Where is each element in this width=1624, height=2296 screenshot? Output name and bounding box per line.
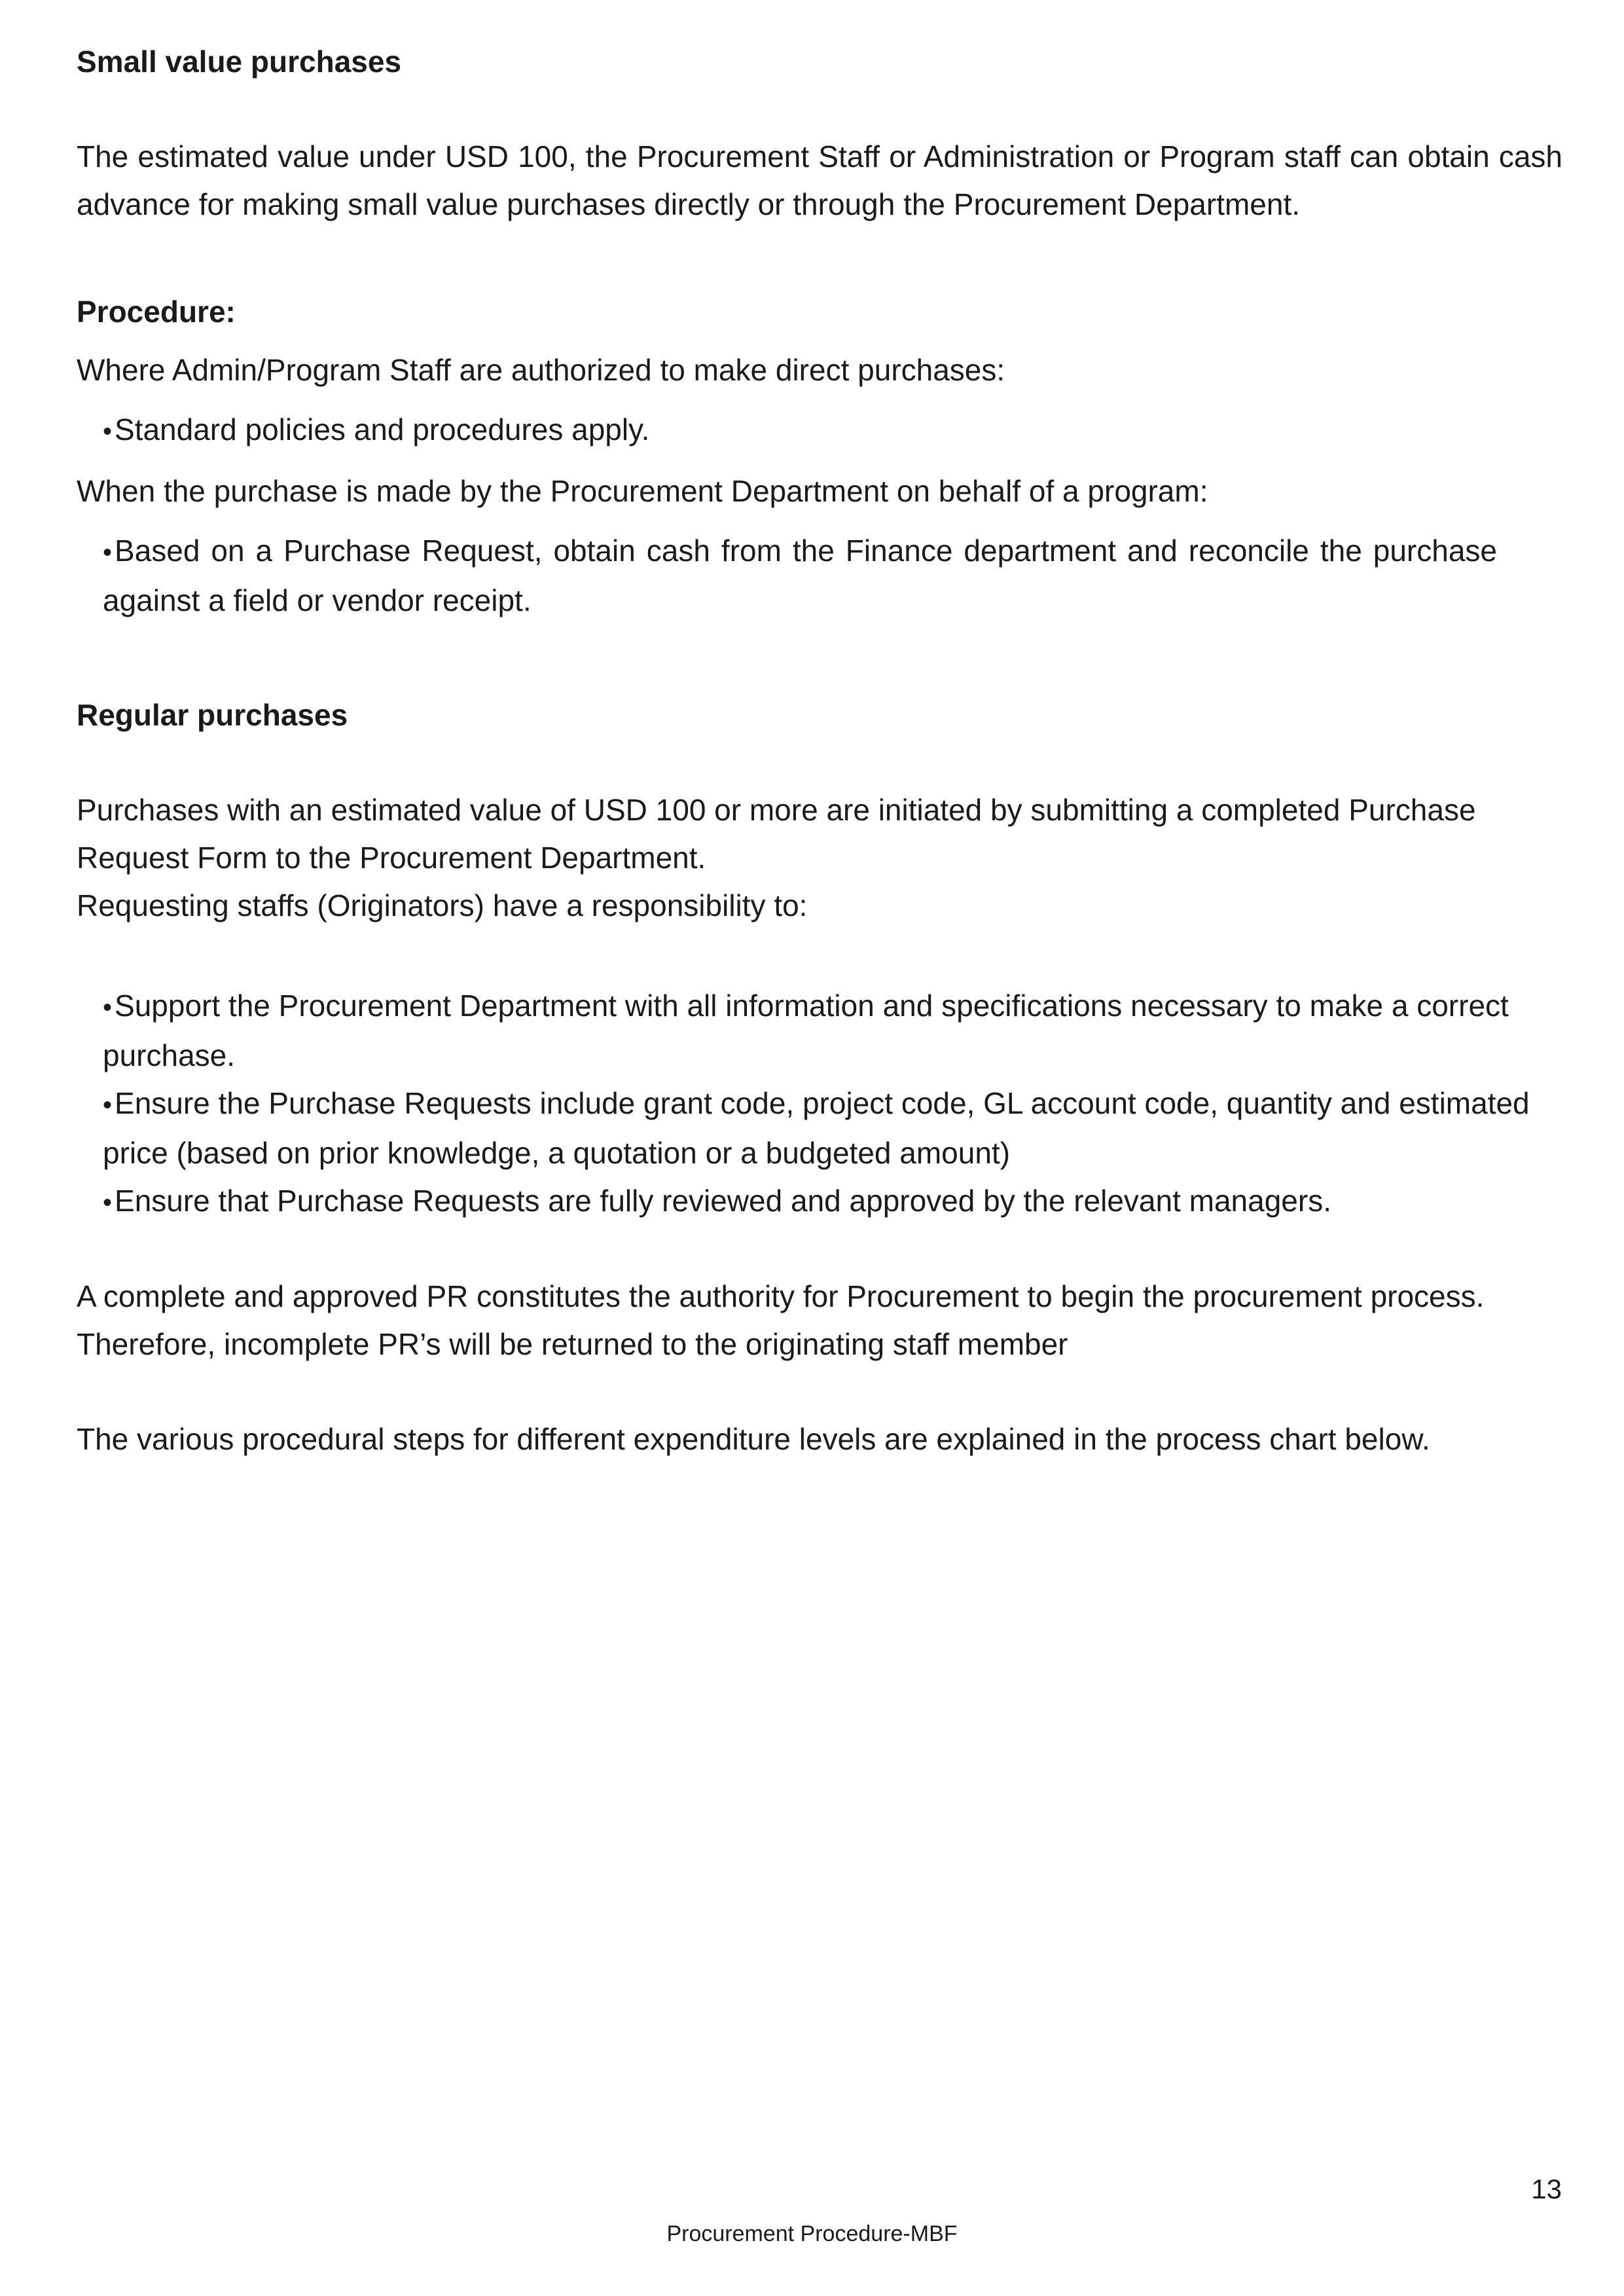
regular-paragraph-initiation: Purchases with an estimated value of USD 100 or more are initiated by submitting a completed Purchase Request Form to the Procurement Department. — [77, 793, 1476, 875]
bullet-icon: • — [103, 1091, 113, 1120]
responsibility-support: Support the Procurement Department with all information and specifications necessary to make a correct purchase. — [103, 989, 1509, 1072]
procedure-intro-department: When the purchase is made by the Procurement Department on behalf of a program: — [77, 474, 1208, 508]
procedure-intro-direct: Where Admin/Program Staff are authorized to make direct purchases: — [77, 353, 1005, 387]
procedure-list-department — [77, 527, 1562, 625]
responsibility-approval: Ensure that Purchase Requests are fully reviewed and approved by the relevant managers. — [115, 1184, 1331, 1218]
originator-responsibilities-list — [77, 982, 1562, 1227]
page-number: 13 — [1531, 2174, 1562, 2204]
procedure-list-direct — [77, 406, 1562, 456]
heading-procedure: Procedure: — [77, 295, 236, 329]
heading-small-value-purchases: Small value purchases — [77, 45, 402, 79]
list-item — [103, 406, 1562, 456]
procedure-bullet-standard: Standard policies and procedures apply. — [115, 412, 650, 446]
list-item — [103, 1177, 1562, 1227]
page-footer: Procurement Procedure-MBF — [666, 2221, 958, 2246]
list-item — [103, 527, 1497, 625]
small-value-paragraph: The estimated value under USD 100, the Procurement Staff or Administration or Program staff can obtain cash advance for making small value purchases directly or through the Procurement Department. — [77, 139, 1562, 221]
responsibility-codes: Ensure the Purchase Requests include grant code, project code, GL account code, quantity and estimated price (based on prior knowledge, a quotation or a budgeted amount) — [103, 1086, 1530, 1170]
procedure-bullet-cash: Based on a Purchase Request, obtain cash from the Finance department and reconcile the purchase against a field or vendor receipt. — [103, 534, 1497, 617]
page-content — [77, 38, 1562, 1463]
regular-paragraph-process-chart: The various procedural steps for different expenditure levels are explained in the process chart below. — [77, 1422, 1430, 1456]
bullet-icon: • — [103, 417, 113, 446]
list-item — [103, 982, 1562, 1080]
bullet-icon: • — [103, 538, 113, 567]
bullet-icon: • — [103, 993, 113, 1022]
regular-paragraph-responsibility: Requesting staffs (Originators) have a responsibility to: — [77, 888, 808, 922]
heading-regular-purchases: Regular purchases — [77, 698, 348, 732]
bullet-icon: • — [103, 1188, 113, 1217]
list-item — [103, 1080, 1562, 1177]
regular-paragraph-authority: A complete and approved PR constitutes the authority for Procurement to begin the procurement process. Therefore, incomplete PR’s will be returned to the originating staff member — [77, 1279, 1485, 1361]
